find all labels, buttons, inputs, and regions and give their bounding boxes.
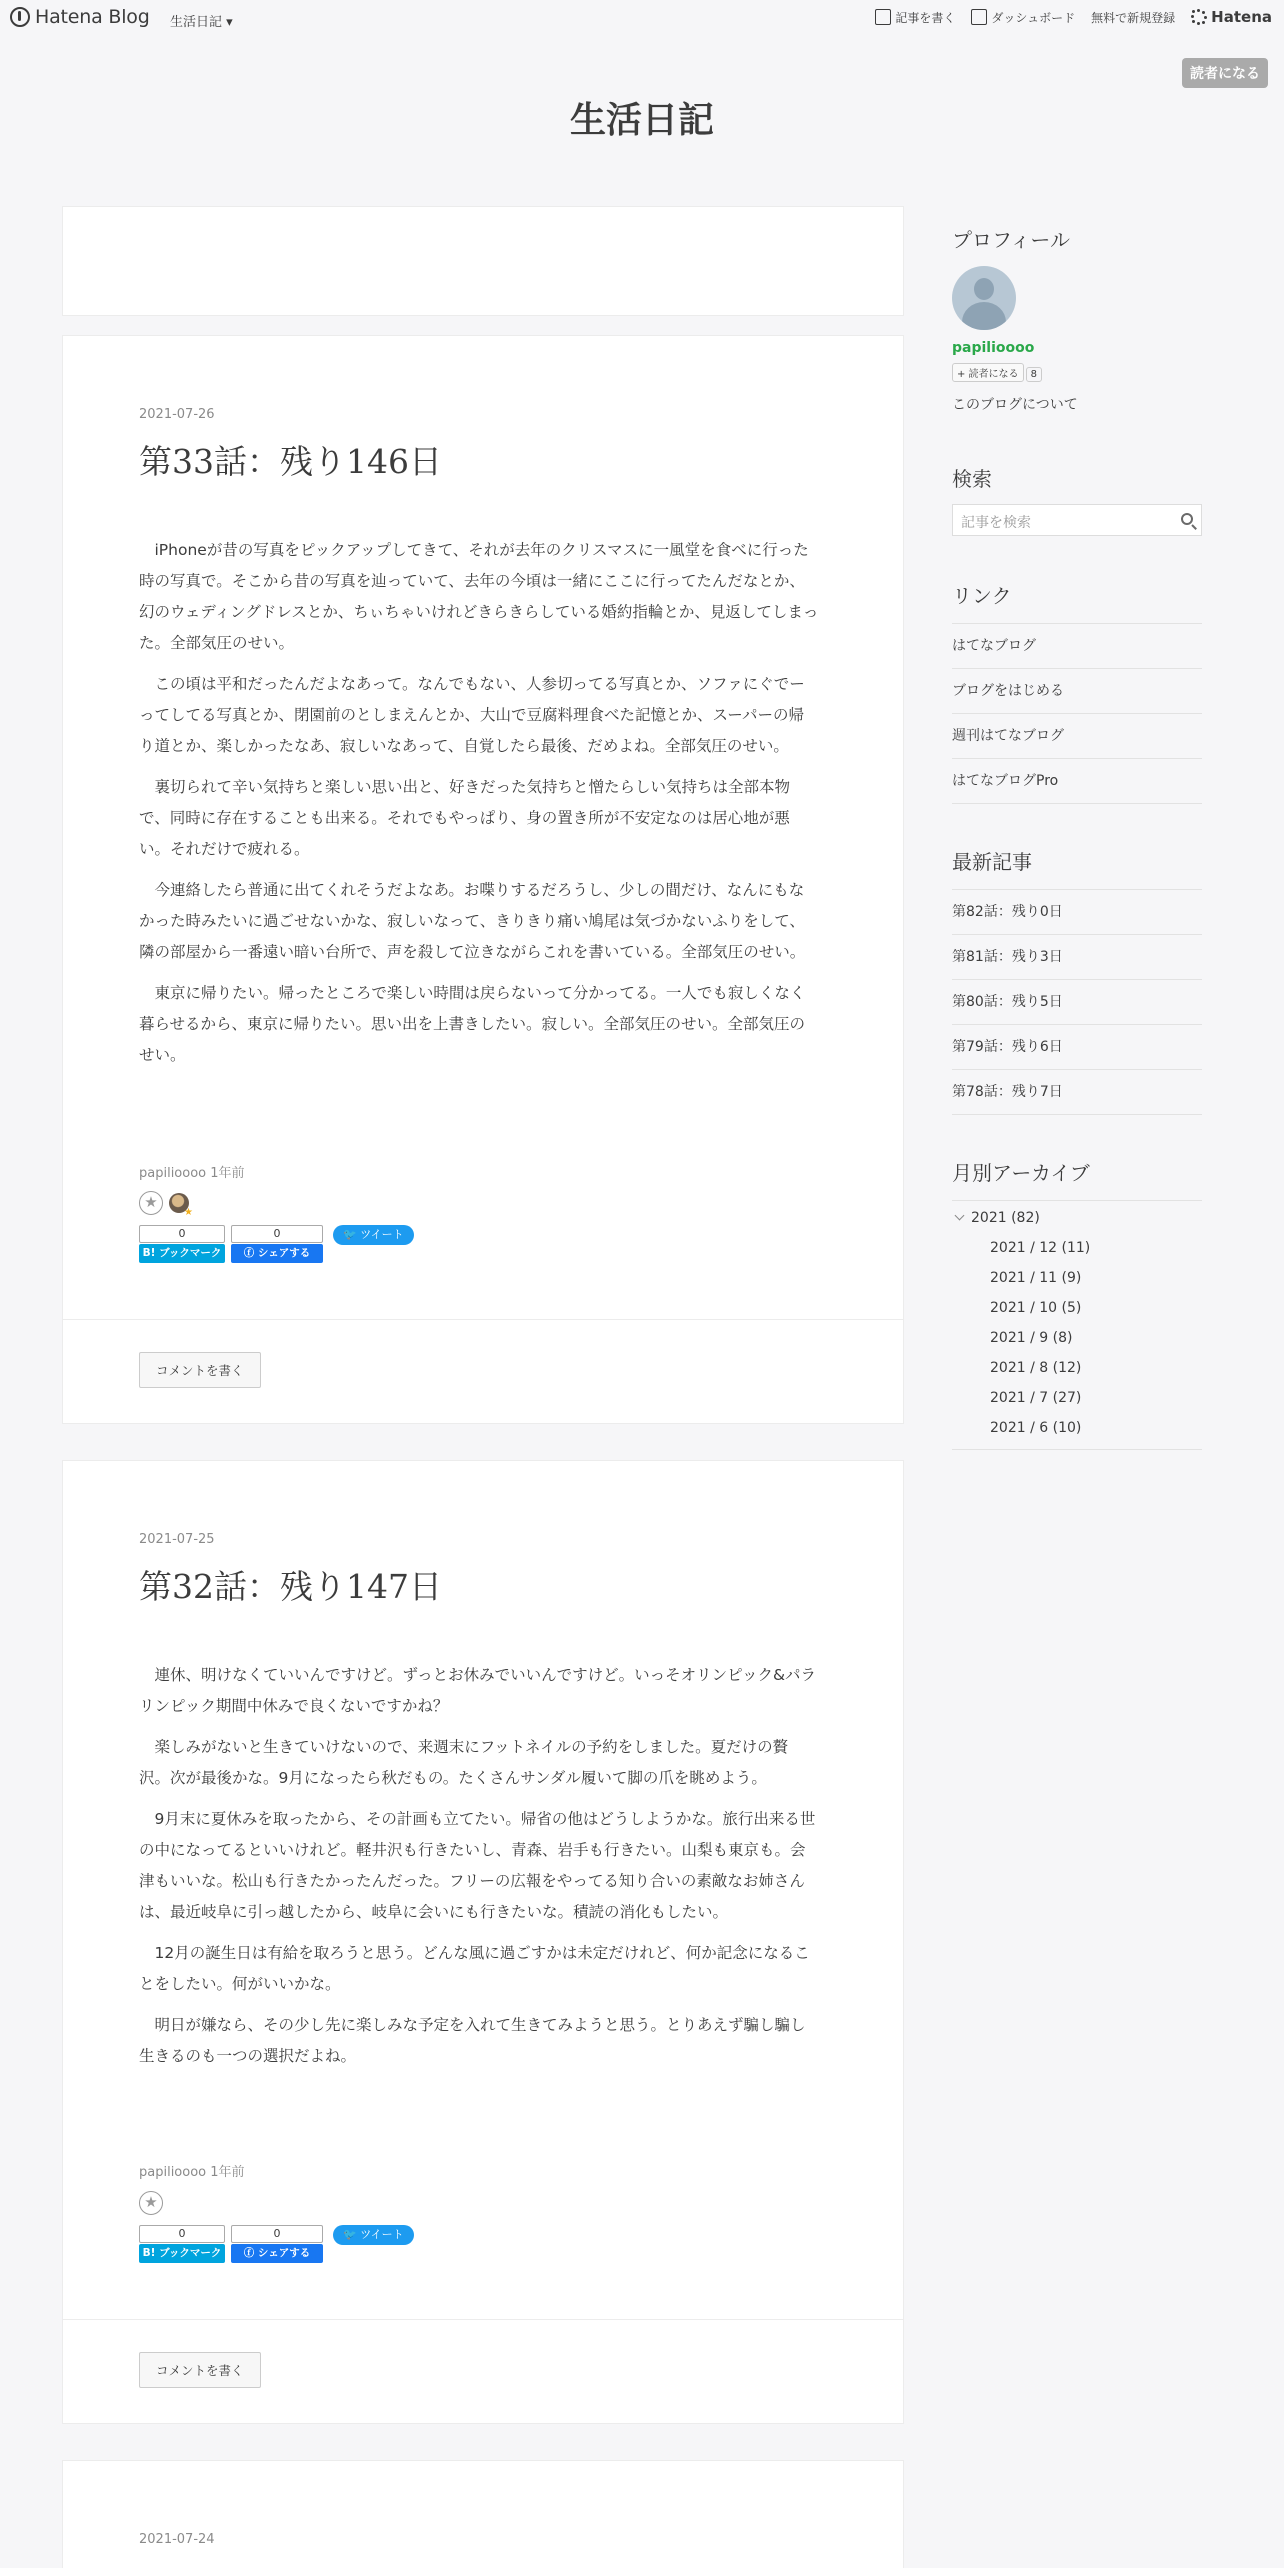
reader-row <box>952 362 1202 382</box>
archive-month[interactable]: 2021 / 8 (12) <box>990 1360 1082 1376</box>
twitter-icon: 🐦 <box>343 1228 361 1241</box>
header-actions <box>859 8 1272 26</box>
link-item[interactable]: はてなブログPro <box>952 759 1202 804</box>
tweet-button[interactable] <box>333 1225 414 1245</box>
paragraph: 今連絡したら普通に出てくれそうだよなあ。お喋りするだろうし、少しの間だけ、なんにもなかった時みたいに過ごせないかな、寂しいなって、きりきり痛い鳩尾は気づかないふりをして、隣の部屋から一番遠い暗い台所で、声を殺して泣きながらこれを書いている。全部気圧のせい。 <box>139 881 806 961</box>
facebook-share-button[interactable] <box>231 2244 323 2263</box>
avatar-head <box>974 278 994 300</box>
link-item[interactable]: 週刊はてなブログ <box>952 714 1202 759</box>
recent-item[interactable]: 第81話：残り3日 <box>952 935 1202 980</box>
facebook-share[interactable] <box>231 1225 323 1263</box>
subscribe-button[interactable]: 読者になる <box>1182 58 1268 88</box>
ad-area <box>62 206 904 316</box>
write-comment-button[interactable]: コメントを書く <box>139 2352 261 2388</box>
write-label: 記事を書く <box>895 10 956 25</box>
dashboard-label: ダッシュボード <box>991 10 1076 25</box>
entry-author-time[interactable]: papilioooo 1年前 <box>139 1166 245 1181</box>
hatena-bookmark-share[interactable] <box>139 1225 225 1263</box>
tweet-button[interactable] <box>333 2225 414 2245</box>
register-link[interactable] <box>1091 9 1175 26</box>
sidebar-profile <box>952 224 1202 414</box>
sidebar-search <box>952 463 1202 536</box>
bookmark-button[interactable]: B! ブックマーク <box>139 2244 225 2263</box>
star-row <box>139 1191 189 1215</box>
hatena-blog-logo[interactable] <box>10 6 150 28</box>
blog-title[interactable]: 生活日記 <box>569 99 714 141</box>
reader-button[interactable]: + 読者になる <box>952 363 1024 382</box>
bookmark-count: 0 <box>139 2225 225 2243</box>
paragraph: 連休、明けなくていいんですけど。ずっとお休みでいいんですけど。いっそオリンピック&パラリンピック期間中休みで良くないですかね？ <box>139 1666 817 1715</box>
share-count: 0 <box>231 2225 323 2243</box>
sidebar-archive <box>952 1157 1202 1450</box>
hatena-bookmark-share[interactable] <box>139 2225 225 2263</box>
archive-month[interactable]: 2021 / 12 (11) <box>990 1240 1091 1256</box>
paragraph: 裏切られて辛い気持ちと楽しい思い出と、好きだった気持ちと憎たらしい気持ちは全部本物で、同時に存在することも出来る。それでもやっぱり、身の置き所が不安定なのは居心地が悪い。それだけで疲れる。 <box>139 778 791 858</box>
star-row <box>139 2191 163 2215</box>
entry-date[interactable]: 2021-07-26 <box>139 407 215 422</box>
write-comment-button[interactable]: コメントを書く <box>139 1352 261 1388</box>
entry-title[interactable]: 第32話：残り147日 <box>139 1567 442 1606</box>
tweet-label: ツイート <box>360 1228 404 1241</box>
recent-item[interactable]: 第78話：残り7日 <box>952 1070 1202 1115</box>
facebook-share[interactable] <box>231 2225 323 2263</box>
hatena-logo-icon <box>10 7 30 27</box>
paragraph: この頃は平和だったんだよなあって。なんでもない、人参切ってる写真とか、ソファにぐでーってしてる写真とか、閉園前のとしまえんとか、大山で豆腐料理食べた記憶とか、スーパーの帰り道とか、楽しかったなあ、寂しいなあって、自覚したら最後、だめよね。全部気圧のせい。 <box>139 675 805 755</box>
blog-menu[interactable]: 生活日記 ▾ <box>170 15 233 30</box>
link-item[interactable]: はてなブログ <box>952 624 1202 669</box>
search-icon[interactable] <box>1181 513 1193 525</box>
paragraph: 明日が嫌なら、その少し先に楽しみな予定を入れて生きてみようと思う。とりあえず騙し騙し生きるのも一つの選択だよね。 <box>139 2016 806 2065</box>
write-article-link[interactable] <box>875 9 955 26</box>
share-label: シェアする <box>257 2247 311 2259</box>
hatena-dots-icon <box>1191 9 1207 25</box>
entry-author-time[interactable]: papilioooo 1年前 <box>139 2165 245 2180</box>
entry-title[interactable]: 第33話：残り146日 <box>139 442 442 481</box>
recent-item[interactable]: 第79話：残り6日 <box>952 1025 1202 1070</box>
link-item[interactable]: ブログをはじめる <box>952 669 1202 714</box>
profile-name[interactable]: papilioooo <box>952 340 1035 356</box>
tweet-label: ツイート <box>360 2228 404 2241</box>
entry-date[interactable]: 2021-07-24 <box>139 2532 215 2547</box>
bookmark-count: 0 <box>139 1225 225 1243</box>
recent-heading: 最新記事 <box>952 850 1032 874</box>
links-heading: リンク <box>952 584 1012 608</box>
add-star-icon[interactable]: ★ <box>139 1191 163 1215</box>
dashboard-link[interactable] <box>971 9 1075 26</box>
archive-month[interactable]: 2021 / 7 (27) <box>990 1390 1082 1406</box>
paragraph: 東京に帰りたい。帰ったところで楽しい時間は戻らないって分かってる。一人でも寂しくなく暮らせるから、東京に帰りたい。思い出を上書きしたい。寂しい。全部気圧のせい。全部気圧のせい。 <box>139 984 806 1064</box>
paragraph: 9月末に夏休みを取ったから、その計画も立てたい。帰省の他はどうしようかな。旅行出来る世の中になってるといいけれど。軽井沢も行きたいし、青森、岩手も行きたい。山梨も東京も。会津もいいな。松山も行きたかったんだった。フリーの広報をやってる知り合いの素敵なお姉さんは、最近岐阜に引っ越したから、岐阜に会いにも行きたいな。積読の消化もしたい。 <box>139 1810 816 1921</box>
entry-card <box>62 335 904 1424</box>
entry-body <box>139 535 819 1081</box>
entry-card <box>62 2460 904 2568</box>
recent-item[interactable]: 第82話：残り0日 <box>952 890 1202 935</box>
facebook-share-button[interactable] <box>231 1244 323 1263</box>
archive-heading: 月別アーカイブ <box>952 1161 1090 1185</box>
share-buttons <box>139 2225 414 2263</box>
about-blog-link[interactable]: このブログについて <box>952 397 1078 413</box>
register-label: 無料で新規登録 <box>1091 10 1176 25</box>
dashboard-icon <box>971 9 987 25</box>
search-heading: 検索 <box>952 467 992 491</box>
global-header <box>0 0 1284 36</box>
entry-footer-divider <box>63 2319 903 2320</box>
recent-list <box>952 889 1202 1115</box>
archive-month[interactable]: 2021 / 10 (5) <box>990 1300 1082 1316</box>
paragraph: iPhoneが昔の写真をピックアップしてきて、それが去年のクリスマスに一風堂を食べに行った時の写真で。そこから昔の写真を辿っていて、去年の今頃は一緒にここに行ってたんだなとか、幻のウェディングドレスとか、ちぃちゃいけれどきらきらしている婚約指輪とか、見返してしまった。全部気圧のせい。 <box>139 541 819 652</box>
archive-month[interactable]: 2021 / 6 (10) <box>990 1420 1082 1436</box>
edit-icon <box>875 9 891 25</box>
twitter-icon: 🐦 <box>343 2228 361 2241</box>
hatena-link[interactable] <box>1191 8 1272 26</box>
avatar-body <box>962 302 1006 330</box>
star-user-avatar[interactable] <box>169 1193 189 1213</box>
archive-year[interactable] <box>952 1203 1202 1233</box>
archive-month[interactable]: 2021 / 11 (9) <box>990 1270 1082 1286</box>
entry-date[interactable]: 2021-07-25 <box>139 1532 215 1547</box>
bookmark-button[interactable]: B! ブックマーク <box>139 1244 225 1263</box>
profile-heading: プロフィール <box>952 228 1070 252</box>
archive-month[interactable]: 2021 / 9 (8) <box>990 1330 1073 1346</box>
search-placeholder: 記事を検索 <box>961 515 1031 531</box>
share-count: 0 <box>231 1225 323 1243</box>
paragraph: 12月の誕生日は有給を取ろうと思う。どんな風に過ごすかは未定だけれど、何か記念になることをしたい。何がいいかな。 <box>139 1944 810 1993</box>
search-input[interactable] <box>952 504 1202 536</box>
share-buttons <box>139 1225 414 1263</box>
entry-footer-divider <box>63 1319 903 1320</box>
add-star-icon[interactable]: ★ <box>139 2191 163 2215</box>
archive-year-label: 2021 (82) <box>971 1210 1040 1226</box>
logo-text: Hatena Blog <box>35 6 150 28</box>
recent-item[interactable]: 第80話：残り5日 <box>952 980 1202 1025</box>
profile-avatar[interactable] <box>952 266 1016 330</box>
entry-card <box>62 1460 904 2424</box>
facebook-icon: ⓕ <box>243 2247 258 2259</box>
share-label: シェアする <box>257 1247 311 1259</box>
sidebar-recent <box>952 846 1202 1115</box>
hatena-label: Hatena <box>1211 8 1272 26</box>
links-list <box>952 623 1202 804</box>
sidebar-links <box>952 580 1202 804</box>
entry-body <box>139 1660 819 2082</box>
paragraph: 楽しみがないと生きていけないので、来週末にフットネイルの予約をしました。夏だけの贅沢。次が最後かな。9月になったら秋だもの。たくさんサンダル履いて脚の爪を眺めよう。 <box>139 1738 789 1787</box>
facebook-icon: ⓕ <box>243 1247 258 1259</box>
reader-count: 8 <box>1026 367 1042 382</box>
chevron-down-icon[interactable] <box>955 1211 965 1221</box>
archive-list <box>952 1200 1202 1450</box>
